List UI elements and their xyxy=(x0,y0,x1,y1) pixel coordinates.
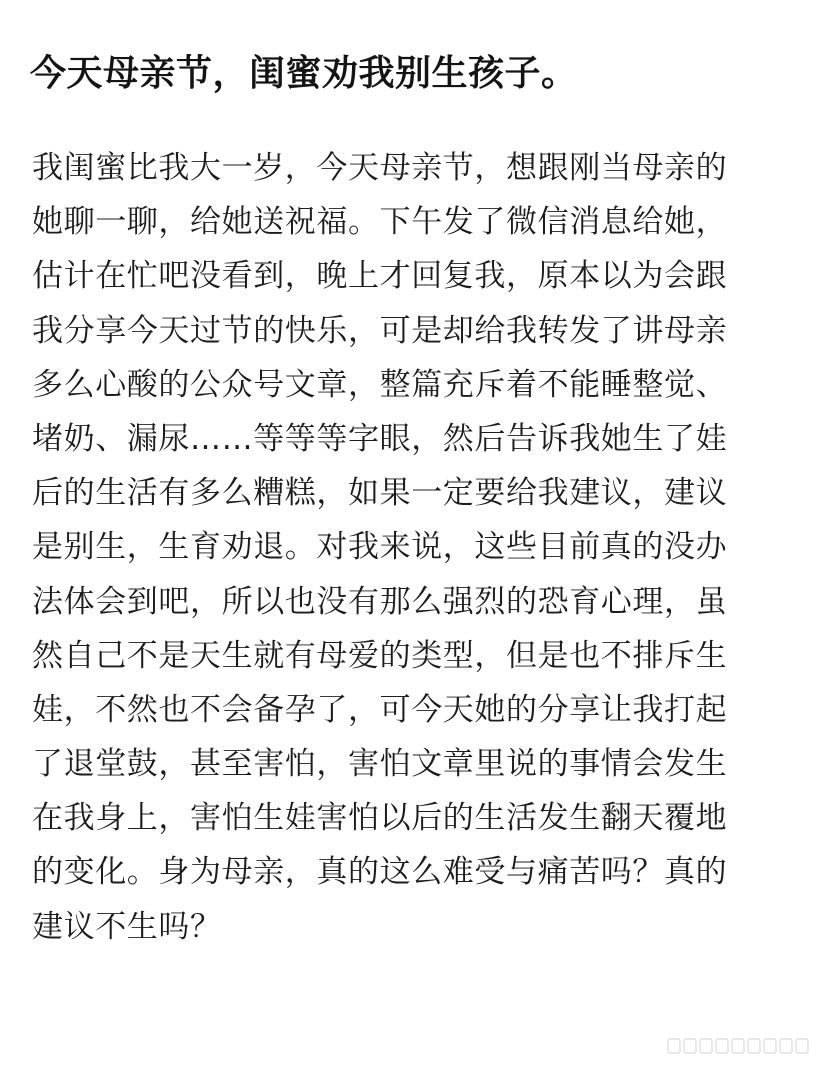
body-line: 她聊一聊，给她送祝福。下午发了微信消息给她， xyxy=(32,204,728,241)
body-line: 的变化。身为母亲，真的这么难受与痛苦吗？真的 xyxy=(32,854,728,891)
watermark xyxy=(666,1033,816,1059)
post-body xyxy=(32,141,802,954)
body-line: 我分享今天过节的快乐，可是却给我转发了讲母亲 xyxy=(32,312,728,349)
body-line: 后的生活有多么糟糕，如果一定要给我建议，建议 xyxy=(32,475,728,512)
body-line: 估计在忙吧没看到，晚上才回复我，原本以为会跟 xyxy=(32,258,728,295)
body-line: 然自己不是天生就有母爱的类型，但是也不排斥生 xyxy=(32,637,728,674)
body-line: 多么心酸的公众号文章，整篇充斥着不能睡整觉、 xyxy=(32,366,728,403)
body-line: 是别生，生育劝退。对我来说，这些目前真的没办 xyxy=(32,529,728,566)
body-line: 堵奶、漏尿……等等等字眼，然后告诉我她生了娃 xyxy=(32,420,728,457)
post-title: 今天母亲节，闺蜜劝我别生孩子。 xyxy=(30,53,578,94)
body-line: 在我身上，害怕生娃害怕以后的生活发生翻天覆地 xyxy=(32,800,728,837)
body-line: 了退堂鼓，甚至害怕，害怕文章里说的事情会发生 xyxy=(32,746,728,783)
body-line: 我闺蜜比我大一岁，今天母亲节，想跟刚当母亲的 xyxy=(32,150,728,186)
watermark-logo-icon xyxy=(666,1034,816,1058)
body-line: 娃，不然也不会备孕了，可今天她的分享让我打起 xyxy=(32,691,728,728)
body-line: 法体会到吧，所以也没有那么强烈的恐育心理，虽 xyxy=(32,583,728,620)
body-line: 建议不生吗？ xyxy=(32,908,222,945)
